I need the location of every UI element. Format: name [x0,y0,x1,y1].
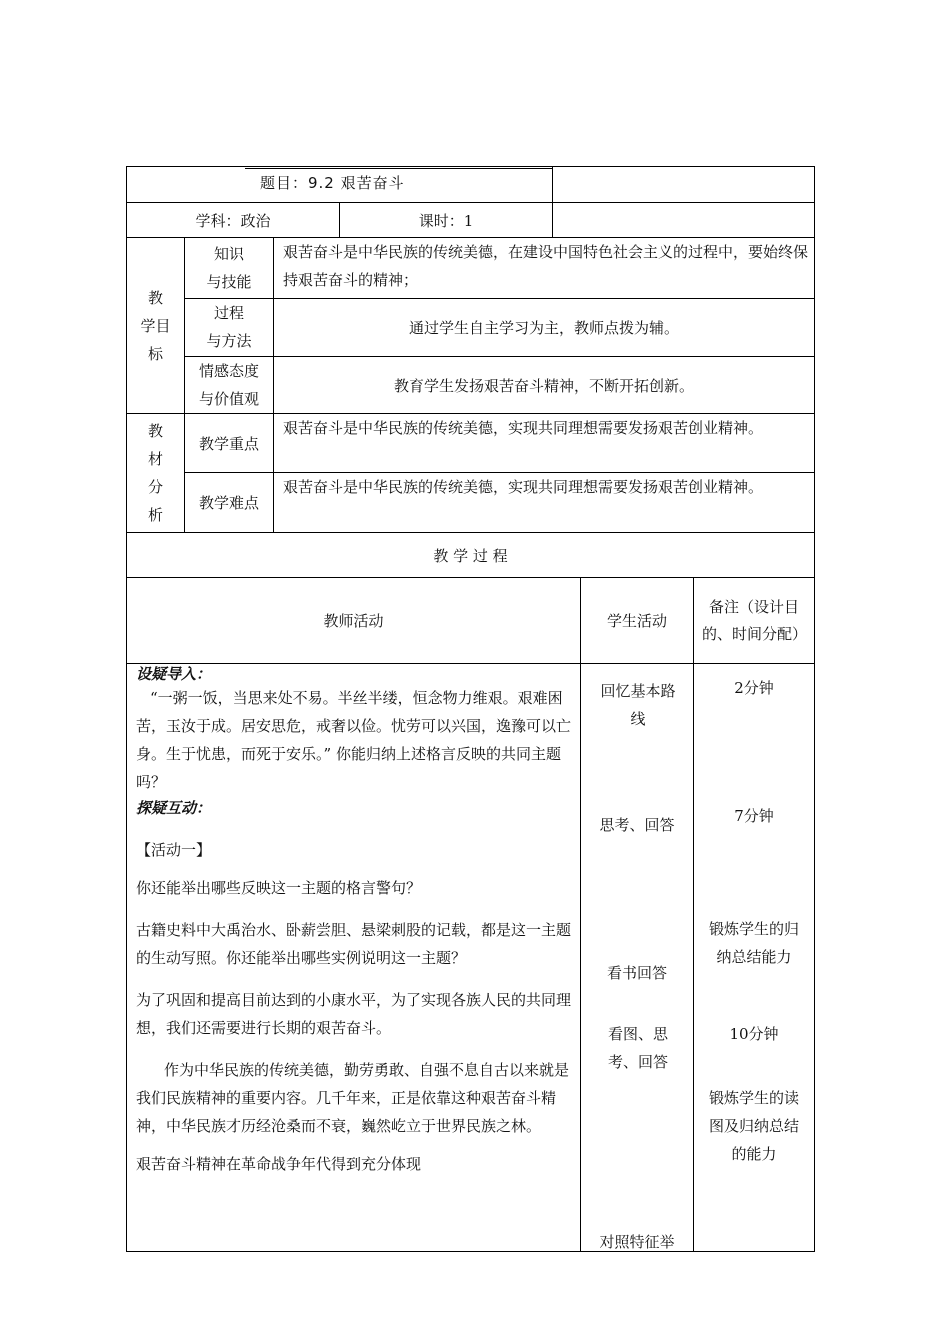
analysis-label-difficult: 教学难点 [185,473,274,532]
note-5: 锻炼学生的读图及归纳总结的能力 [708,1089,799,1163]
period-cell: 课时：1 [340,203,553,237]
question-4: 作为中华民族的传统美德，勤劳勇敢、自强不息自古以来就是我们民族精神的重要内容。几千年来，正是依靠这种艰苦奋斗精神，中华民族才历经沧桑而不衰，巍然屹立于世界民族之林。 [136,1061,570,1135]
objective-text-attitude: 教育学生发扬艰苦奋斗精神，不断开拓创新。 [393,376,694,395]
question-3: 为了巩固和提高目前达到的小康水平，为了实现各族人民的共同理想，我们还需要进行长期的艰苦奋斗。 [136,991,572,1037]
note-column-header: 备注（设计目的、时间分配） [702,597,808,643]
analysis-text-key: 艰苦奋斗是中华民族的传统美德，实现共同理想需要发扬艰苦创业精神。 [283,419,764,437]
objective-label-knowledge: 知识 与技能 [185,238,274,298]
student-activity-5: 对照特征举 [599,1233,675,1251]
subject-row [126,202,815,237]
analysis-block [126,413,815,532]
subject-cell: 学科：政治 [127,203,340,237]
title-cell [127,167,553,202]
teacher-activity-cell [127,664,581,1251]
note-4: 10分钟 [729,1025,779,1043]
intro-heading: 设疑导入： [136,665,212,683]
objectives-block [126,237,815,413]
analysis-label-key: 教学重点 [185,414,274,472]
objective-label-attitude: 情感态度 与价值观 [185,357,274,413]
objective-row-knowledge [185,238,814,299]
question-1: 你还能举出哪些反映这一主题的格言警句？ [136,879,422,897]
column-header-row [126,577,815,663]
intro-quote: “一粥一饭，当思来处不易。半丝半缕，恒念物力维艰。艰难困苦，玉汝于成。居安思危，戒奢以俭。忧劳可以兴国，逸豫可以亡身。生于忧患，而死于安乐。” 你能归纳上述格言反映的共同主题吗？ [136,689,572,791]
analysis-row-difficult [185,473,814,532]
student-activity-cell [581,664,694,1251]
objective-text-knowledge: 艰苦奋斗是中华民族的传统美德，在建设中国特色社会主义的过程中，要始终保持艰苦奋斗的精神； [283,243,809,289]
student-activity-3: 看书回答 [606,964,667,982]
lesson-plan-table [126,166,815,1252]
objective-row-attitude [185,357,814,413]
objectives-rows [185,238,814,413]
analysis-row-key [185,414,814,473]
student-column-header: 学生活动 [581,578,694,663]
student-activity-4: 看图、思考、回答 [607,1025,668,1071]
student-activity-2: 思考、回答 [599,816,675,834]
activity-one-label: 【活动一】 [136,841,212,859]
note-3: 锻炼学生的归纳总结能力 [708,920,799,966]
objective-label-process: 过程 与方法 [185,299,274,356]
objective-row-process [185,299,814,357]
student-activity-1: 回忆基本路线 [600,682,676,728]
page-title: 题目：9.2 艰苦奋斗 [260,174,405,192]
process-title-row [126,532,815,577]
title-underline [245,168,553,169]
teacher-activity-content [136,664,572,1174]
subject-blank-cell [553,203,814,237]
process-content-row [126,663,815,1252]
analysis-text-difficult: 艰苦奋斗是中华民族的传统美德，实现共同理想需要发扬艰苦创业精神。 [283,478,764,496]
note-2: 7分钟 [734,807,774,825]
process-title: 教 学 过 程 [433,546,508,565]
note-1: 2分钟 [734,679,774,697]
title-blank-cell [553,167,814,202]
analysis-label: 教 材 分 析 [127,414,185,532]
objective-text-process: 通过学生自主学习为主，教师点拨为辅。 [408,318,679,337]
question-5: 艰苦奋斗精神在革命战争年代得到充分体现 [136,1155,422,1173]
objectives-label: 教 学目 标 [127,238,185,413]
teacher-column-header: 教师活动 [127,578,581,663]
question-2: 古籍史料中大禹治水、卧薪尝胆、悬梁刺股的记载，都是这一主题的生动写照。你还能举出哪些实例说明这一主题？ [136,921,572,967]
analysis-rows [185,414,814,532]
explore-heading: 探疑互动： [136,799,212,817]
note-cell [694,664,814,1251]
title-row [126,166,815,202]
